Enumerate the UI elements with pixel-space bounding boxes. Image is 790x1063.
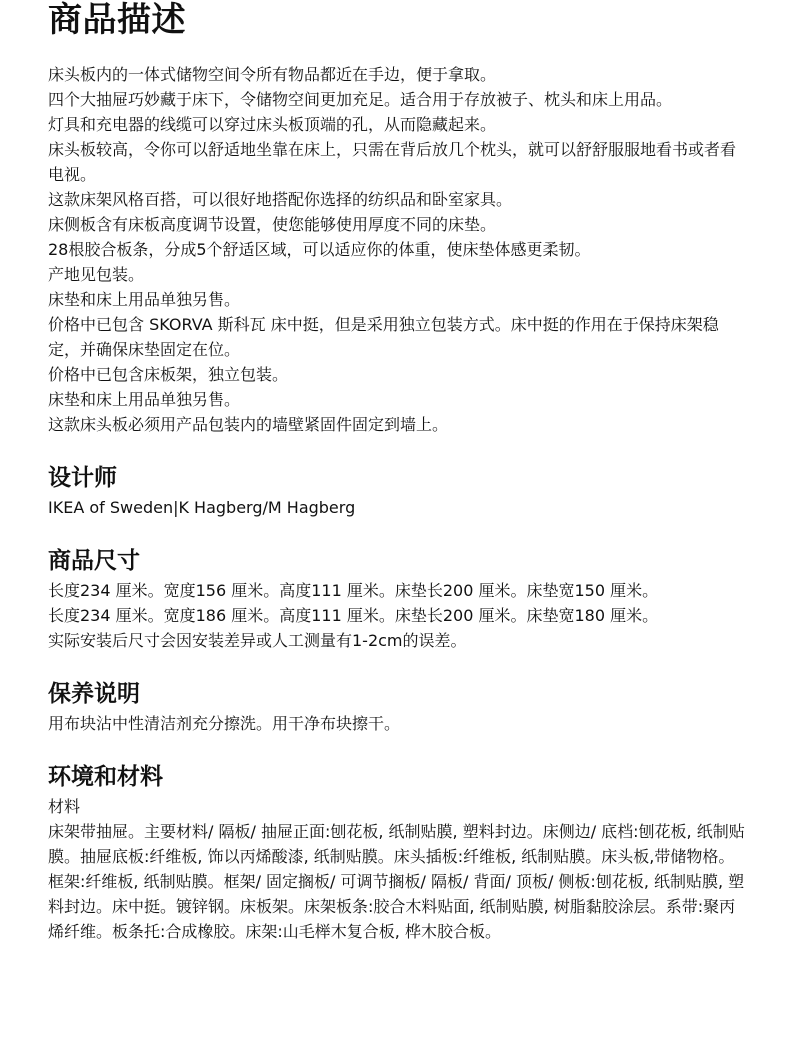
description-item: 床垫和床上用品单独另售。 [48,290,241,309]
materials-section [48,762,748,944]
dimension-line: 实际安装后尺寸会因安装差异或人工测量有1-2cm的误差。 [48,631,467,650]
description-item: 这款床头板必须用产品包装内的墙壁紧固件固定到墙上。 [48,415,449,434]
description-item: 这款床架风格百搭，可以很好地搭配你选择的纺织品和卧室家具。 [48,190,513,209]
materials-text: 床架带抽屉。主要材料/ 隔板/ 抽屉正面:刨花板, 纸制贴膜, 塑料封边。床侧边/ 底档:刨花板, 纸制贴膜。抽屉底板:纤维板, 饰以丙烯酸漆, 纸制贴膜。床头插板:纤维板, 纸制贴膜。床头板,带储物格。框架:纤维板, 纸制贴膜。框架/ 固定搁板/ 可调节搁板/ 隔板/ 背面/ 顶板/ 侧板:刨花板, 纸制贴膜, 塑料封边。床中挺。镀锌钢。床板架。床架板条:胶合木料贴面, 纸制贴膜, 树脂黏胶涂层。系带:聚丙烯纤维。板条托:合成橡胶。床架:山毛榉木复合板, 桦木胶合板。 [48,822,745,941]
dimensions-heading: 商品尺寸 [48,548,140,574]
description-item: 产地见包装。 [48,265,145,284]
materials-label: 材料 [48,797,81,816]
care-heading: 保养说明 [48,681,140,707]
description-item: 价格中已包含 SKORVA 斯科瓦 床中挺，但是采用独立包装方式。床中挺的作用在于保持床架稳定，并确保床垫固定在位。 [48,315,719,359]
description-item: 床侧板含有床板高度调节设置，使您能够使用厚度不同的床垫。 [48,215,497,234]
description-item: 床头板较高，令你可以舒适地坐靠在床上，只需在背后放几个枕头，就可以舒舒服服地看书或者看电视。 [48,140,737,184]
description-item: 床垫和床上用品单独另售。 [48,390,241,409]
description-list [48,62,748,437]
product-details [48,0,748,944]
description-item: 床头板内的一体式储物空间令所有物品都近在手边，便于拿取。 [48,65,497,84]
description-item: 28根胶合板条，分成5个舒适区域，可以适应你的体重，使床垫体感更柔韧。 [48,240,591,259]
care-section [48,679,748,736]
dimensions-section [48,546,748,653]
designer-text: IKEA of Sweden|K Hagberg/M Hagberg [48,498,356,517]
description-item: 灯具和充电器的线缆可以穿过床头板顶端的孔，从而隐藏起来。 [48,115,497,134]
dimension-line: 长度234 厘米。宽度156 厘米。高度111 厘米。床垫长200 厘米。床垫宽150 厘米。 [48,581,659,600]
page-title: 商品描述 [48,0,186,40]
care-text: 用布块沾中性清洁剂充分擦洗。用干净布块擦干。 [48,714,401,733]
description-item: 四个大抽屉巧妙藏于床下，令储物空间更加充足。适合用于存放被子、枕头和床上用品。 [48,90,673,109]
designer-heading: 设计师 [48,465,117,491]
description-item: 价格中已包含床板架，独立包装。 [48,365,289,384]
dimensions-lines [48,578,748,653]
materials-body [48,794,748,944]
dimension-line: 长度234 厘米。宽度186 厘米。高度111 厘米。床垫长200 厘米。床垫宽180 厘米。 [48,606,659,625]
materials-heading: 环境和材料 [48,764,163,790]
designer-section [48,463,748,520]
